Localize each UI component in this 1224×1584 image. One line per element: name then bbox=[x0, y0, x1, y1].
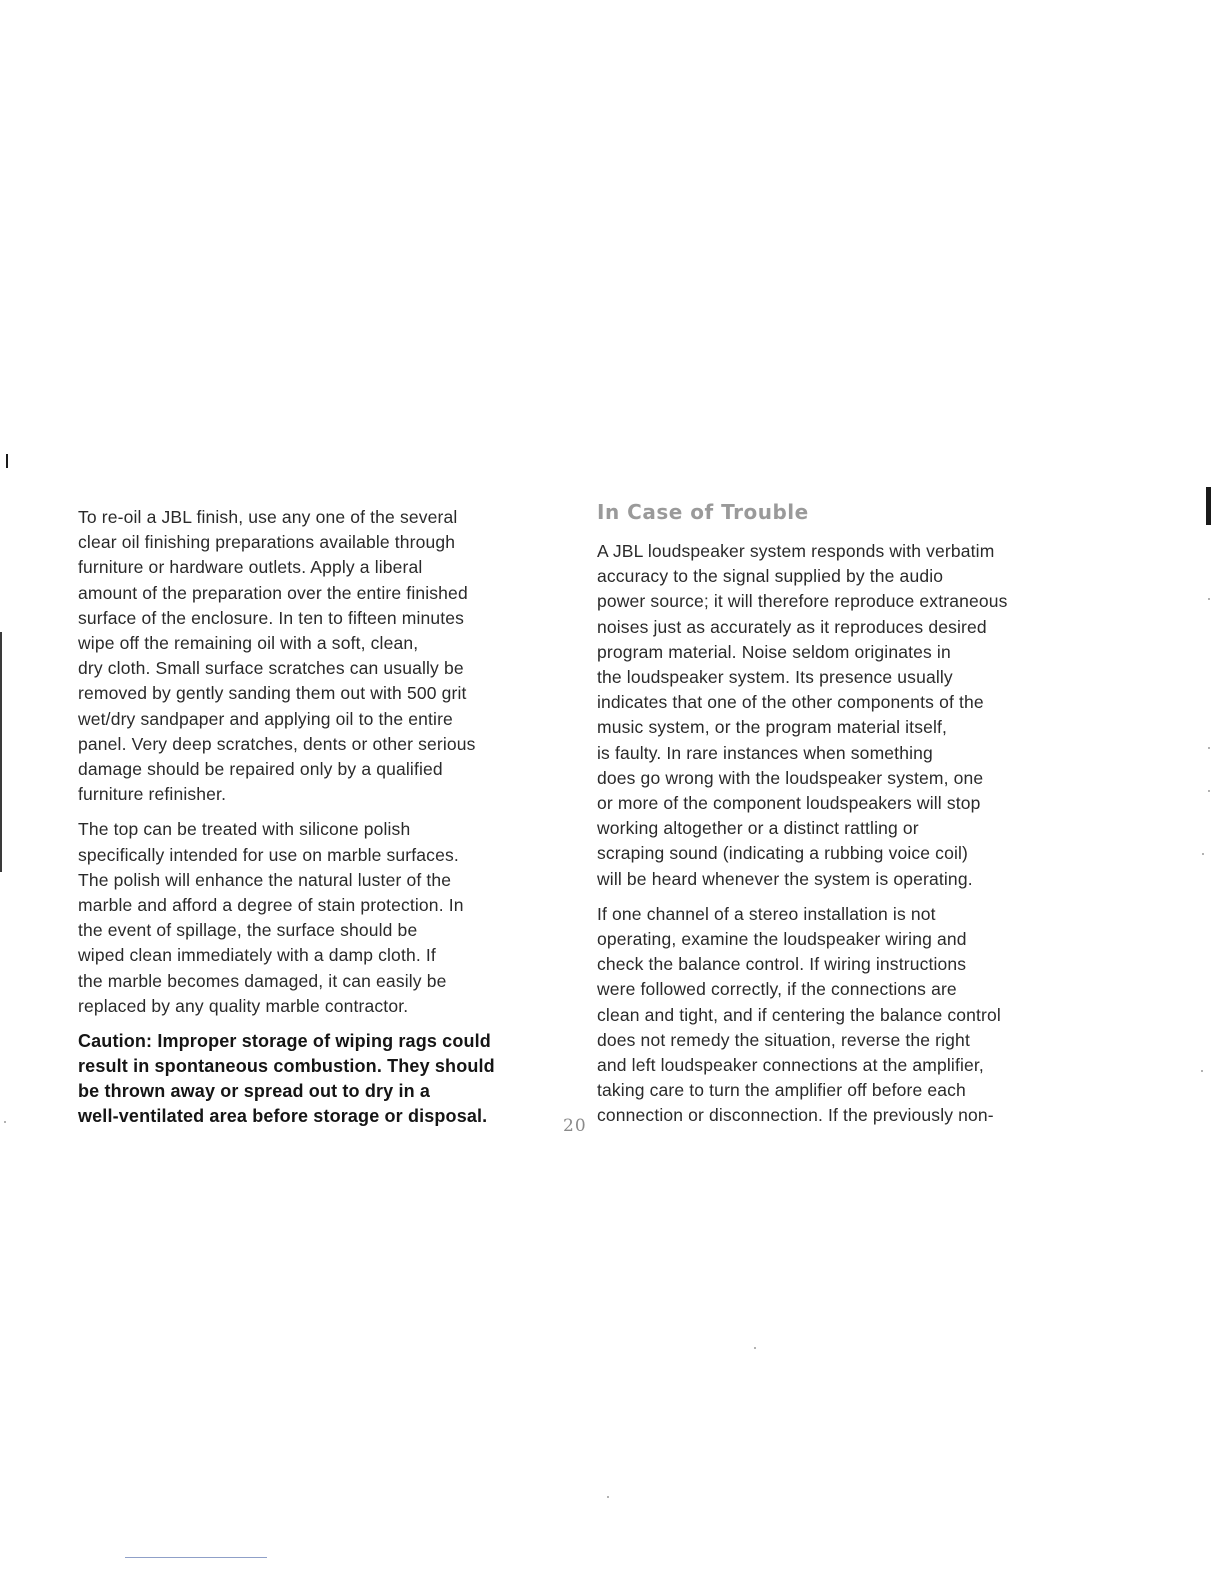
text-line: music system, or the program material itself, bbox=[597, 717, 948, 738]
text-line: check the balance control. If wiring instructions bbox=[597, 954, 967, 975]
text-line: connection or disconnection. If the previously non- bbox=[597, 1105, 994, 1126]
text-line: operating, examine the loudspeaker wiring and bbox=[597, 929, 967, 950]
text-line: specifically intended for use on marble surfaces. bbox=[78, 844, 459, 865]
bottom-rule-line bbox=[125, 1557, 267, 1558]
scan-speck bbox=[1208, 790, 1210, 792]
text-line: damage should be repaired only by a qualified bbox=[78, 759, 443, 780]
text-line: clear oil finishing preparations available through bbox=[78, 532, 456, 553]
text-line: the loudspeaker system. Its presence usually bbox=[597, 667, 953, 688]
scan-edge-mark-right bbox=[1206, 487, 1211, 525]
scan-speck bbox=[1202, 853, 1204, 855]
text-line: The polish will enhance the natural luster of the bbox=[78, 869, 452, 890]
text-line: does not remedy the situation, reverse the right bbox=[597, 1029, 970, 1050]
text-line: noises just as accurately as it reproduces desired bbox=[597, 616, 987, 637]
scan-speck bbox=[1208, 598, 1210, 600]
text-line: working altogether or a distinct rattling or bbox=[597, 818, 919, 839]
text-line: To re-oil a JBL finish, use any one of the several bbox=[78, 507, 458, 527]
scan-speck bbox=[1208, 747, 1210, 749]
text-line: replaced by any quality marble contractor. bbox=[78, 995, 409, 1016]
text-line: the event of spillage, the surface should be bbox=[78, 920, 418, 941]
text-line: marble and afford a degree of stain protection. In bbox=[78, 895, 464, 916]
scan-edge-mark-left-top bbox=[6, 454, 8, 468]
scan-speck bbox=[4, 1121, 6, 1123]
caution-notice bbox=[78, 1029, 556, 1129]
scan-speck bbox=[754, 1347, 756, 1349]
scan-speck bbox=[607, 1496, 609, 1498]
paragraph-reoil-instructions bbox=[78, 505, 556, 807]
text-line: be thrown away or spread out to dry in a bbox=[78, 1081, 431, 1102]
text-line: accuracy to the signal supplied by the audio bbox=[597, 566, 944, 587]
text-line: the marble becomes damaged, it can easily be bbox=[78, 970, 447, 991]
scan-edge-mark-left-mid bbox=[0, 632, 2, 872]
text-line: A JBL loudspeaker system responds with verbatim bbox=[597, 541, 995, 561]
text-line: clean and tight, and if centering the balance control bbox=[597, 1004, 1001, 1025]
text-line: Caution: Improper storage of wiping rags could bbox=[78, 1031, 491, 1052]
paragraph-trouble-overview bbox=[597, 539, 1075, 892]
right-column bbox=[597, 500, 1075, 1139]
text-line: will be heard whenever the system is operating. bbox=[597, 868, 973, 889]
page-number: 20 bbox=[563, 1116, 587, 1136]
text-line: The top can be treated with silicone polish bbox=[78, 819, 411, 840]
text-line: wet/dry sandpaper and applying oil to the entire bbox=[78, 708, 453, 729]
text-line: removed by gently sanding them out with 500 grit bbox=[78, 683, 467, 704]
text-line: were followed correctly, if the connections are bbox=[597, 979, 957, 1000]
text-line: panel. Very deep scratches, dents or other serious bbox=[78, 733, 476, 754]
text-line: is faulty. In rare instances when something bbox=[597, 742, 933, 763]
text-line: amount of the preparation over the entire finished bbox=[78, 582, 468, 603]
text-line: indicates that one of the other components of the bbox=[597, 692, 984, 713]
text-line: result in spontaneous combustion. They should bbox=[78, 1056, 495, 1077]
text-line: surface of the enclosure. In ten to fifteen minutes bbox=[78, 607, 465, 628]
text-line: furniture refinisher. bbox=[78, 784, 227, 805]
paragraph-marble-top bbox=[78, 817, 556, 1019]
text-line: furniture or hardware outlets. Apply a liberal bbox=[78, 557, 423, 578]
text-line: taking care to turn the amplifier off before each bbox=[597, 1080, 966, 1101]
section-heading: In Case of Trouble bbox=[597, 500, 809, 524]
text-line: or more of the component loudspeakers will stop bbox=[597, 793, 981, 814]
text-line: power source; it will therefore reproduce extraneous bbox=[597, 591, 1008, 612]
paragraph-stereo-channel bbox=[597, 902, 1075, 1129]
text-line: wiped clean immediately with a damp cloth. If bbox=[78, 945, 436, 966]
text-line: dry cloth. Small surface scratches can usually be bbox=[78, 658, 464, 679]
text-line: program material. Noise seldom originates in bbox=[597, 641, 951, 662]
text-line: scraping sound (indicating a rubbing voice coil) bbox=[597, 843, 969, 864]
text-line: wipe off the remaining oil with a soft, clean, bbox=[78, 633, 419, 654]
scan-speck bbox=[1201, 1070, 1203, 1072]
text-line: well-ventilated area before storage or disposal. bbox=[78, 1106, 488, 1127]
text-line: and left loudspeaker connections at the amplifier, bbox=[597, 1055, 984, 1076]
left-column bbox=[78, 505, 556, 1129]
text-line: If one channel of a stereo installation is not bbox=[597, 903, 936, 924]
text-line: does go wrong with the loudspeaker system, one bbox=[597, 767, 984, 788]
